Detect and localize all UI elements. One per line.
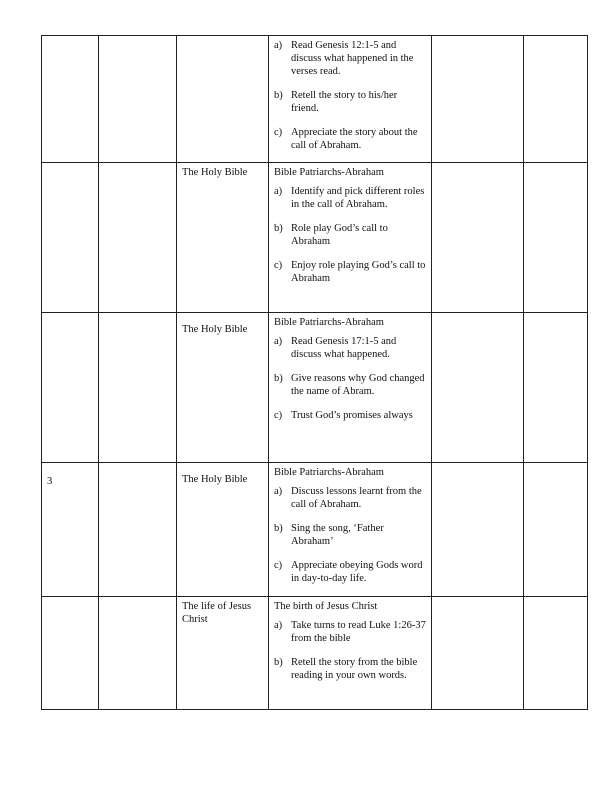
outcomes-cell xyxy=(269,36,432,163)
item-text: Trust God’s promises always xyxy=(291,410,413,421)
lesson-cell xyxy=(99,163,177,313)
empty-cell xyxy=(524,463,588,597)
list-item xyxy=(274,259,427,285)
item-text: Read Genesis 12:1-5 and discuss what happened in the verses read. xyxy=(291,40,414,77)
item-text: Take turns to read Luke 1:26-37 from the bible xyxy=(291,620,426,644)
item-text: Appreciate obeying Gods word in day-to-day life. xyxy=(291,560,423,584)
item-label: b) xyxy=(274,523,283,534)
week-cell: 3 xyxy=(42,463,99,597)
lesson-cell xyxy=(99,463,177,597)
table-row xyxy=(42,313,588,463)
strand-cell xyxy=(177,36,269,163)
lesson-cell xyxy=(99,597,177,710)
outcomes-cell xyxy=(269,163,432,313)
table-row xyxy=(42,597,588,710)
week-cell xyxy=(42,163,99,313)
sub-strand-title: Bible Patriarchs-Abraham xyxy=(274,317,384,328)
sub-strand-title: Bible Patriarchs-Abraham xyxy=(274,467,384,478)
item-text: Appreciate the story about the call of Abraham. xyxy=(291,127,418,151)
item-text: Give reasons why God changed the name of Abram. xyxy=(291,373,425,397)
item-label: a) xyxy=(274,486,283,497)
outcomes-cell xyxy=(269,313,432,463)
list-item xyxy=(274,89,427,115)
item-label: b) xyxy=(274,373,283,384)
outcomes-cell xyxy=(269,597,432,710)
strand-cell: The life of Jesus Christ xyxy=(177,597,269,710)
scheme-of-work-table xyxy=(41,35,588,710)
list-item xyxy=(274,222,427,248)
item-label: b) xyxy=(274,223,283,234)
sub-strand-title: Bible Patriarchs-Abraham xyxy=(274,167,384,178)
list-item xyxy=(274,185,427,211)
lesson-cell xyxy=(99,313,177,463)
list-item xyxy=(274,559,427,585)
item-label: c) xyxy=(274,127,283,138)
item-label: a) xyxy=(274,186,283,197)
list-item xyxy=(274,372,427,398)
table-row xyxy=(42,36,588,163)
list-item xyxy=(274,522,427,548)
item-text: Retell the story from the bible reading in your own words. xyxy=(291,657,418,681)
item-label: c) xyxy=(274,560,283,571)
empty-cell xyxy=(432,597,524,710)
week-cell xyxy=(42,597,99,710)
table-row xyxy=(42,163,588,313)
empty-cell xyxy=(524,163,588,313)
list-item xyxy=(274,335,427,361)
empty-cell xyxy=(524,597,588,710)
week-cell xyxy=(42,313,99,463)
item-label: a) xyxy=(274,620,283,631)
item-text: Read Genesis 17:1-5 and discuss what happened. xyxy=(291,336,397,360)
item-label: b) xyxy=(274,657,283,668)
list-item xyxy=(274,409,427,422)
sub-strand-title: The birth of Jesus Christ xyxy=(274,601,378,612)
strand-cell: The Holy Bible xyxy=(177,463,269,597)
item-text: Retell the story to his/her friend. xyxy=(291,90,398,114)
item-label: c) xyxy=(274,410,283,421)
empty-cell xyxy=(432,313,524,463)
list-item xyxy=(274,656,427,682)
list-item xyxy=(274,485,427,511)
empty-cell xyxy=(524,313,588,463)
week-cell xyxy=(42,36,99,163)
item-text: Enjoy role playing God’s call to Abraham xyxy=(291,260,426,284)
item-text: Identify and pick different roles in the call of Abraham. xyxy=(291,186,425,210)
strand-cell: The Holy Bible xyxy=(177,163,269,313)
list-item xyxy=(274,619,427,645)
list-item xyxy=(274,39,427,78)
item-text: Role play God’s call to Abraham xyxy=(291,223,388,247)
item-label: a) xyxy=(274,336,283,347)
item-label: c) xyxy=(274,260,283,271)
table-row xyxy=(42,463,588,597)
empty-cell xyxy=(432,463,524,597)
item-text: Discuss lessons learnt from the call of Abraham. xyxy=(291,486,422,510)
strand-cell: The Holy Bible xyxy=(177,313,269,463)
empty-cell xyxy=(432,36,524,163)
item-label: b) xyxy=(274,90,283,101)
empty-cell xyxy=(432,163,524,313)
list-item xyxy=(274,126,427,152)
empty-cell xyxy=(524,36,588,163)
lesson-cell xyxy=(99,36,177,163)
outcomes-cell xyxy=(269,463,432,597)
item-text: Sing the song, ‘Father Abraham’ xyxy=(291,523,384,547)
item-label: a) xyxy=(274,40,283,51)
